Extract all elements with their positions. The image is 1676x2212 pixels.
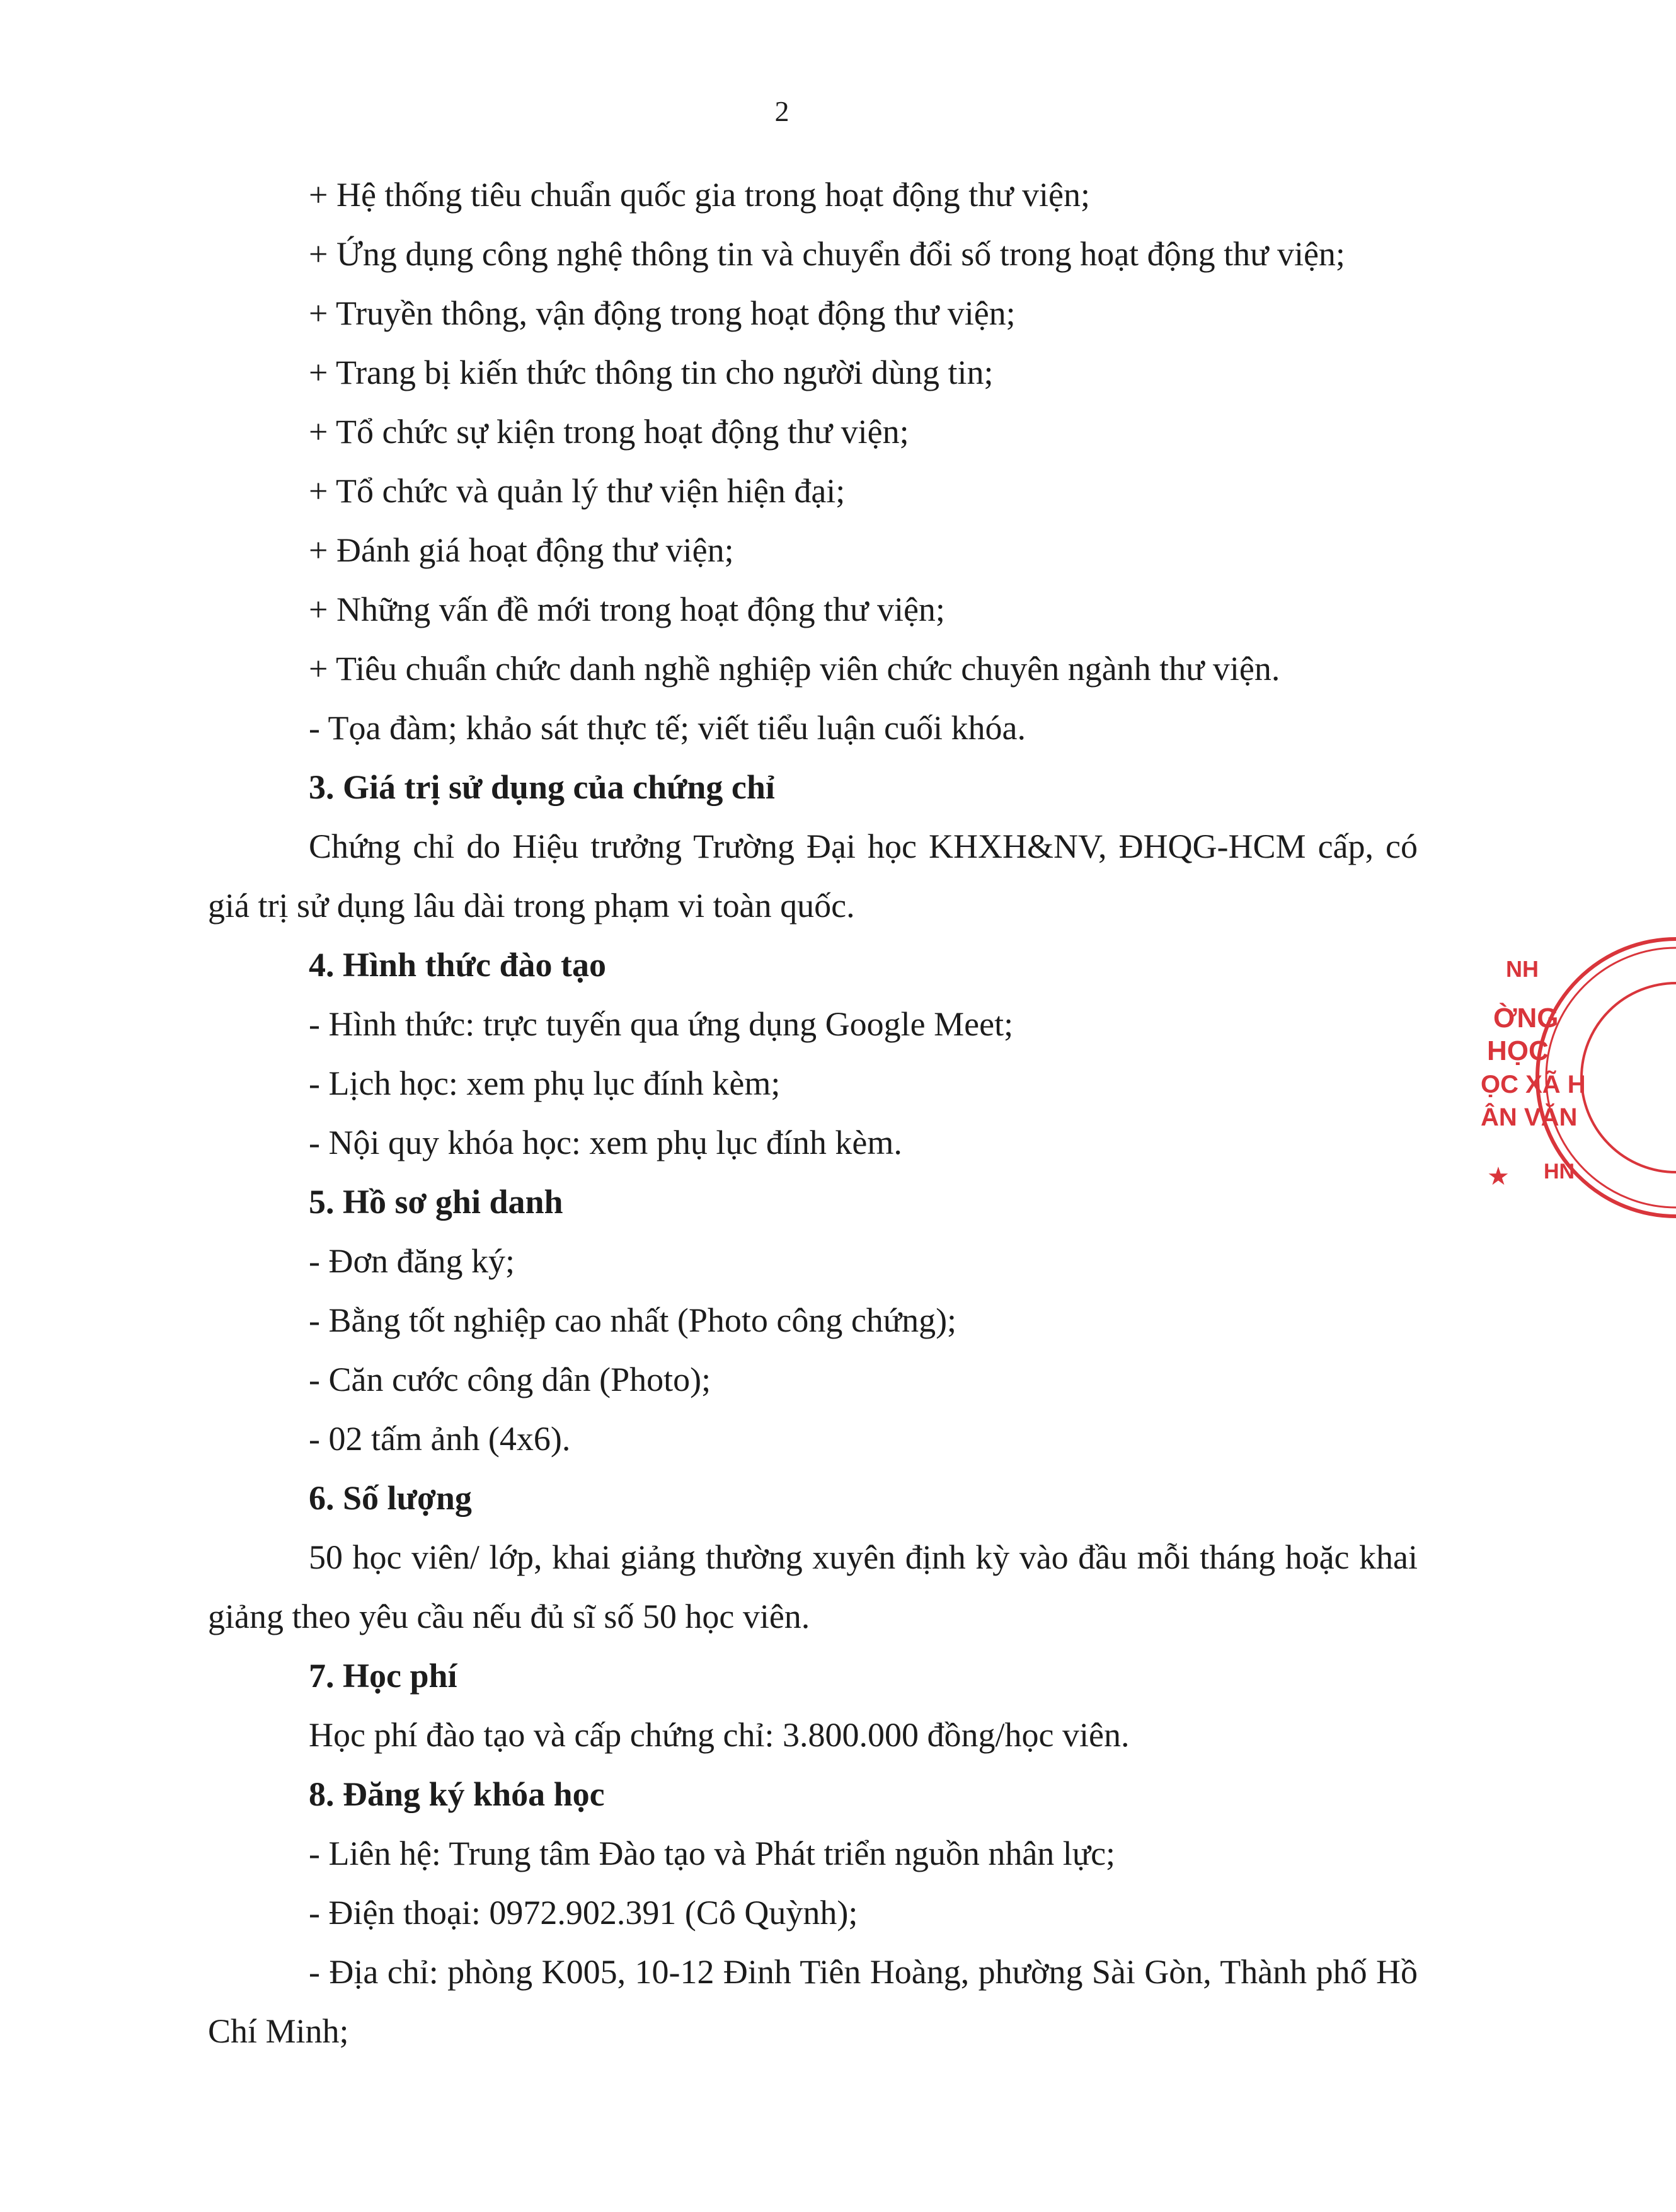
list-item: - Đơn đăng ký;	[309, 1242, 515, 1280]
page-number: 2	[774, 95, 789, 127]
list-item: + Tổ chức và quản lý thư viện hiện đại;	[309, 472, 846, 510]
list-item: - Tọa đàm; khảo sát thực tế; viết tiểu luận cuối khóa.	[309, 709, 1026, 747]
seal-text: HN	[1544, 1160, 1575, 1184]
seal-text: ỌC XÃ H	[1481, 1071, 1586, 1098]
section-heading: 5. Hồ sơ ghi danh	[309, 1183, 563, 1221]
list-item: + Tiêu chuẩn chức danh nghề nghiệp viên chức chuyên ngành thư viện.	[309, 650, 1280, 688]
seal-icon	[1468, 933, 1676, 1223]
seal-text: ÂN VĂN	[1481, 1103, 1578, 1131]
section-heading: 7. Học phí	[309, 1657, 457, 1695]
list-item: Học phí đào tạo và cấp chứng chỉ: 3.800.000 đồng/học viên.	[309, 1716, 1130, 1754]
list-item: - Bằng tốt nghiệp cao nhất (Photo công chứng);	[309, 1301, 957, 1339]
section-heading: 8. Đăng ký khóa học	[309, 1775, 605, 1813]
seal-text: NH	[1506, 956, 1539, 982]
list-item: - Liên hệ: Trung tâm Đào tạo và Phát triển nguồn nhân lực;	[309, 1835, 1116, 1872]
list-item: + Trang bị kiến thức thông tin cho người dùng tin;	[309, 354, 994, 391]
official-seal	[1468, 933, 1676, 1223]
list-item: + Hệ thống tiêu chuẩn quốc gia trong hoạt động thư viện;	[309, 176, 1090, 214]
list-item: + Tổ chức sự kiện trong hoạt động thư viện;	[309, 413, 909, 451]
list-item: - Điện thoại: 0972.902.391 (Cô Quỳnh);	[309, 1894, 858, 1932]
list-item: + Đánh giá hoạt động thư viện;	[309, 531, 734, 569]
paragraph: 50 học viên/ lớp, khai giảng thường xuyên định kỳ vào đầu mỗi tháng hoặc khai giảng theo yêu cầu nếu đủ sĩ số 50 học viên.	[208, 1538, 1418, 1635]
list-item: - Hình thức: trực tuyến qua ứng dụng Google Meet;	[309, 1005, 1014, 1043]
paragraph: Chứng chỉ do Hiệu trưởng Trường Đại học KHXH&NV, ĐHQG-HCM cấp, có giá trị sử dụng lâu dài trong phạm vi toàn quốc.	[208, 827, 1418, 925]
list-item: - 02 tấm ảnh (4x6).	[309, 1420, 571, 1458]
star-icon: ★	[1487, 1163, 1510, 1190]
seal-text: ỜNG	[1493, 1003, 1559, 1034]
section-heading: 3. Giá trị sử dụng của chứng chỉ	[309, 768, 775, 806]
seal-text: HỌC	[1487, 1035, 1549, 1066]
list-item: - Căn cước công dân (Photo);	[309, 1361, 711, 1398]
list-item: + Những vấn đề mới trong hoạt động thư viện;	[309, 590, 945, 628]
paragraph: - Địa chỉ: phòng K005, 10-12 Đinh Tiên Hoàng, phường Sài Gòn, Thành phố Hồ Chí Minh;	[208, 1953, 1418, 2050]
list-item: - Lịch học: xem phụ lục đính kèm;	[309, 1064, 781, 1102]
list-item: + Truyền thông, vận động trong hoạt động thư viện;	[309, 294, 1016, 332]
section-heading: 6. Số lượng	[309, 1479, 472, 1517]
document-body	[208, 165, 1418, 2061]
section-heading: 4. Hình thức đào tạo	[309, 946, 606, 984]
list-item: + Ứng dụng công nghệ thông tin và chuyển đổi số trong hoạt động thư viện;	[309, 235, 1345, 273]
list-item: - Nội quy khóa học: xem phụ lục đính kèm.	[309, 1124, 902, 1161]
